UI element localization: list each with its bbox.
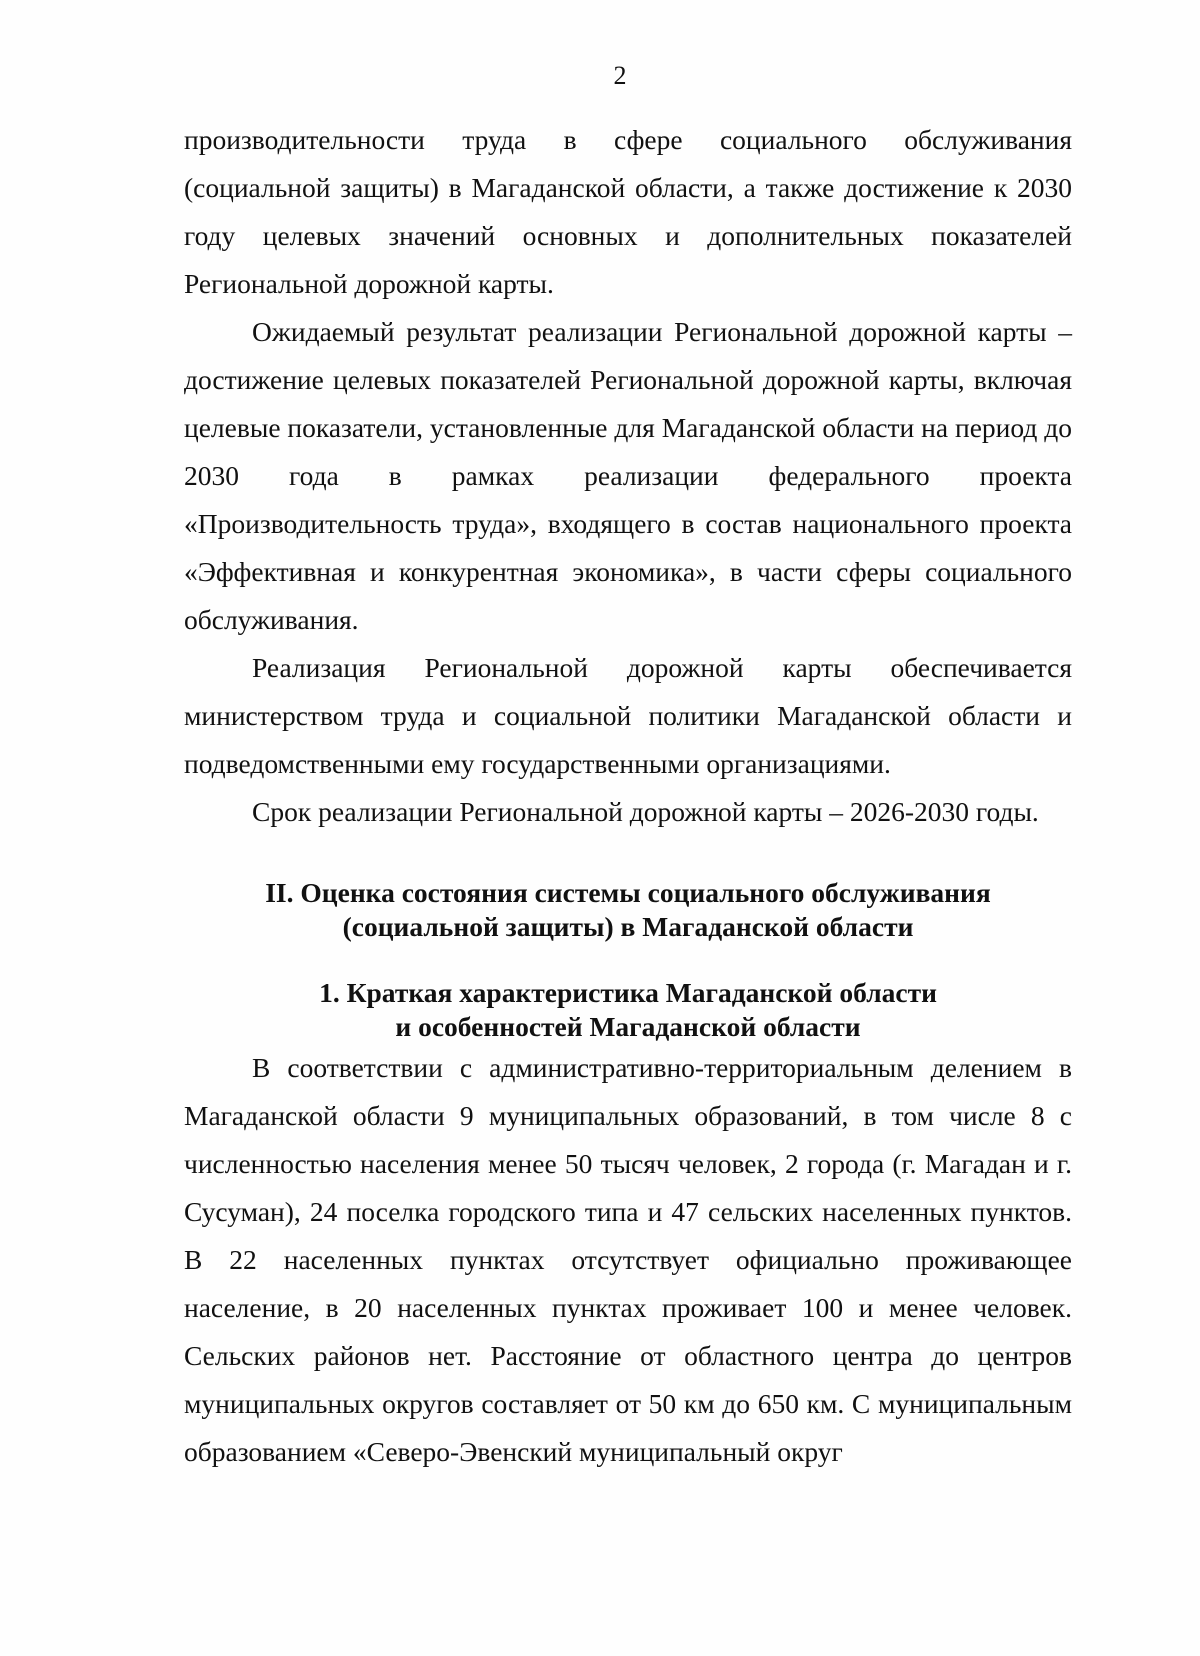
page-number: 2 bbox=[613, 61, 627, 90]
section-heading-line-2: (социальной защиты) в Магаданской области bbox=[342, 911, 914, 942]
paragraph-expected-result: Ожидаемый результат реализации Региональной дорожной карты – достижение целевых показателей Региональной дорожной карты, включая целевые показатели, установленные для Магаданской области на период до 2030 года в рамках реализации федерального проекта «Производительность труда», входящего в состав национального проекта «Эффективная и конкурентная экономика», в части сферы социального обслуживания. bbox=[184, 316, 1072, 635]
section-heading bbox=[184, 876, 1072, 944]
subsection-heading-line-2: и особенностей Магаданской области bbox=[395, 1011, 861, 1042]
section-heading-line-1: II. Оценка состояния системы социального обслуживания bbox=[265, 877, 991, 908]
subsection-heading-line-1: 1. Краткая характеристика Магаданской области bbox=[319, 977, 937, 1008]
subsection-heading bbox=[184, 976, 1072, 1044]
paragraph-continuation: производительности труда в сфере социального обслуживания (социальной защиты) в Магаданской области, а также достижение к 2030 году целевых значений основных и дополнительных показателей Региональной дорожной карты. bbox=[184, 124, 1072, 299]
paragraph-term: Срок реализации Региональной дорожной карты – 2026-2030 годы. bbox=[252, 796, 1039, 827]
document-body bbox=[184, 116, 1072, 1476]
paragraph-implementation: Реализация Региональной дорожной карты обеспечивается министерством труда и социальной политики Магаданской области и подведомственными ему государственными организациями. bbox=[184, 652, 1072, 779]
paragraph-territorial-division: В соответствии с административно-территориальным делением в Магаданской области 9 муниципальных образований, в том числе 8 с численностью населения менее 50 тысяч человек, 2 города (г. Магадан и г. Сусуман), 24 поселка городского типа и 47 сельских населенных пунктов. В 22 населенных пунктах отсутствует официально проживающее население, в 20 населенных пунктах проживает 100 и менее человек. Сельских районов нет. Расстояние от областного центра до центров муниципальных округов составляет от 50 км до 650 км. С муниципальным образованием «Северо-Эвенский муниципальный округ bbox=[184, 1052, 1072, 1467]
